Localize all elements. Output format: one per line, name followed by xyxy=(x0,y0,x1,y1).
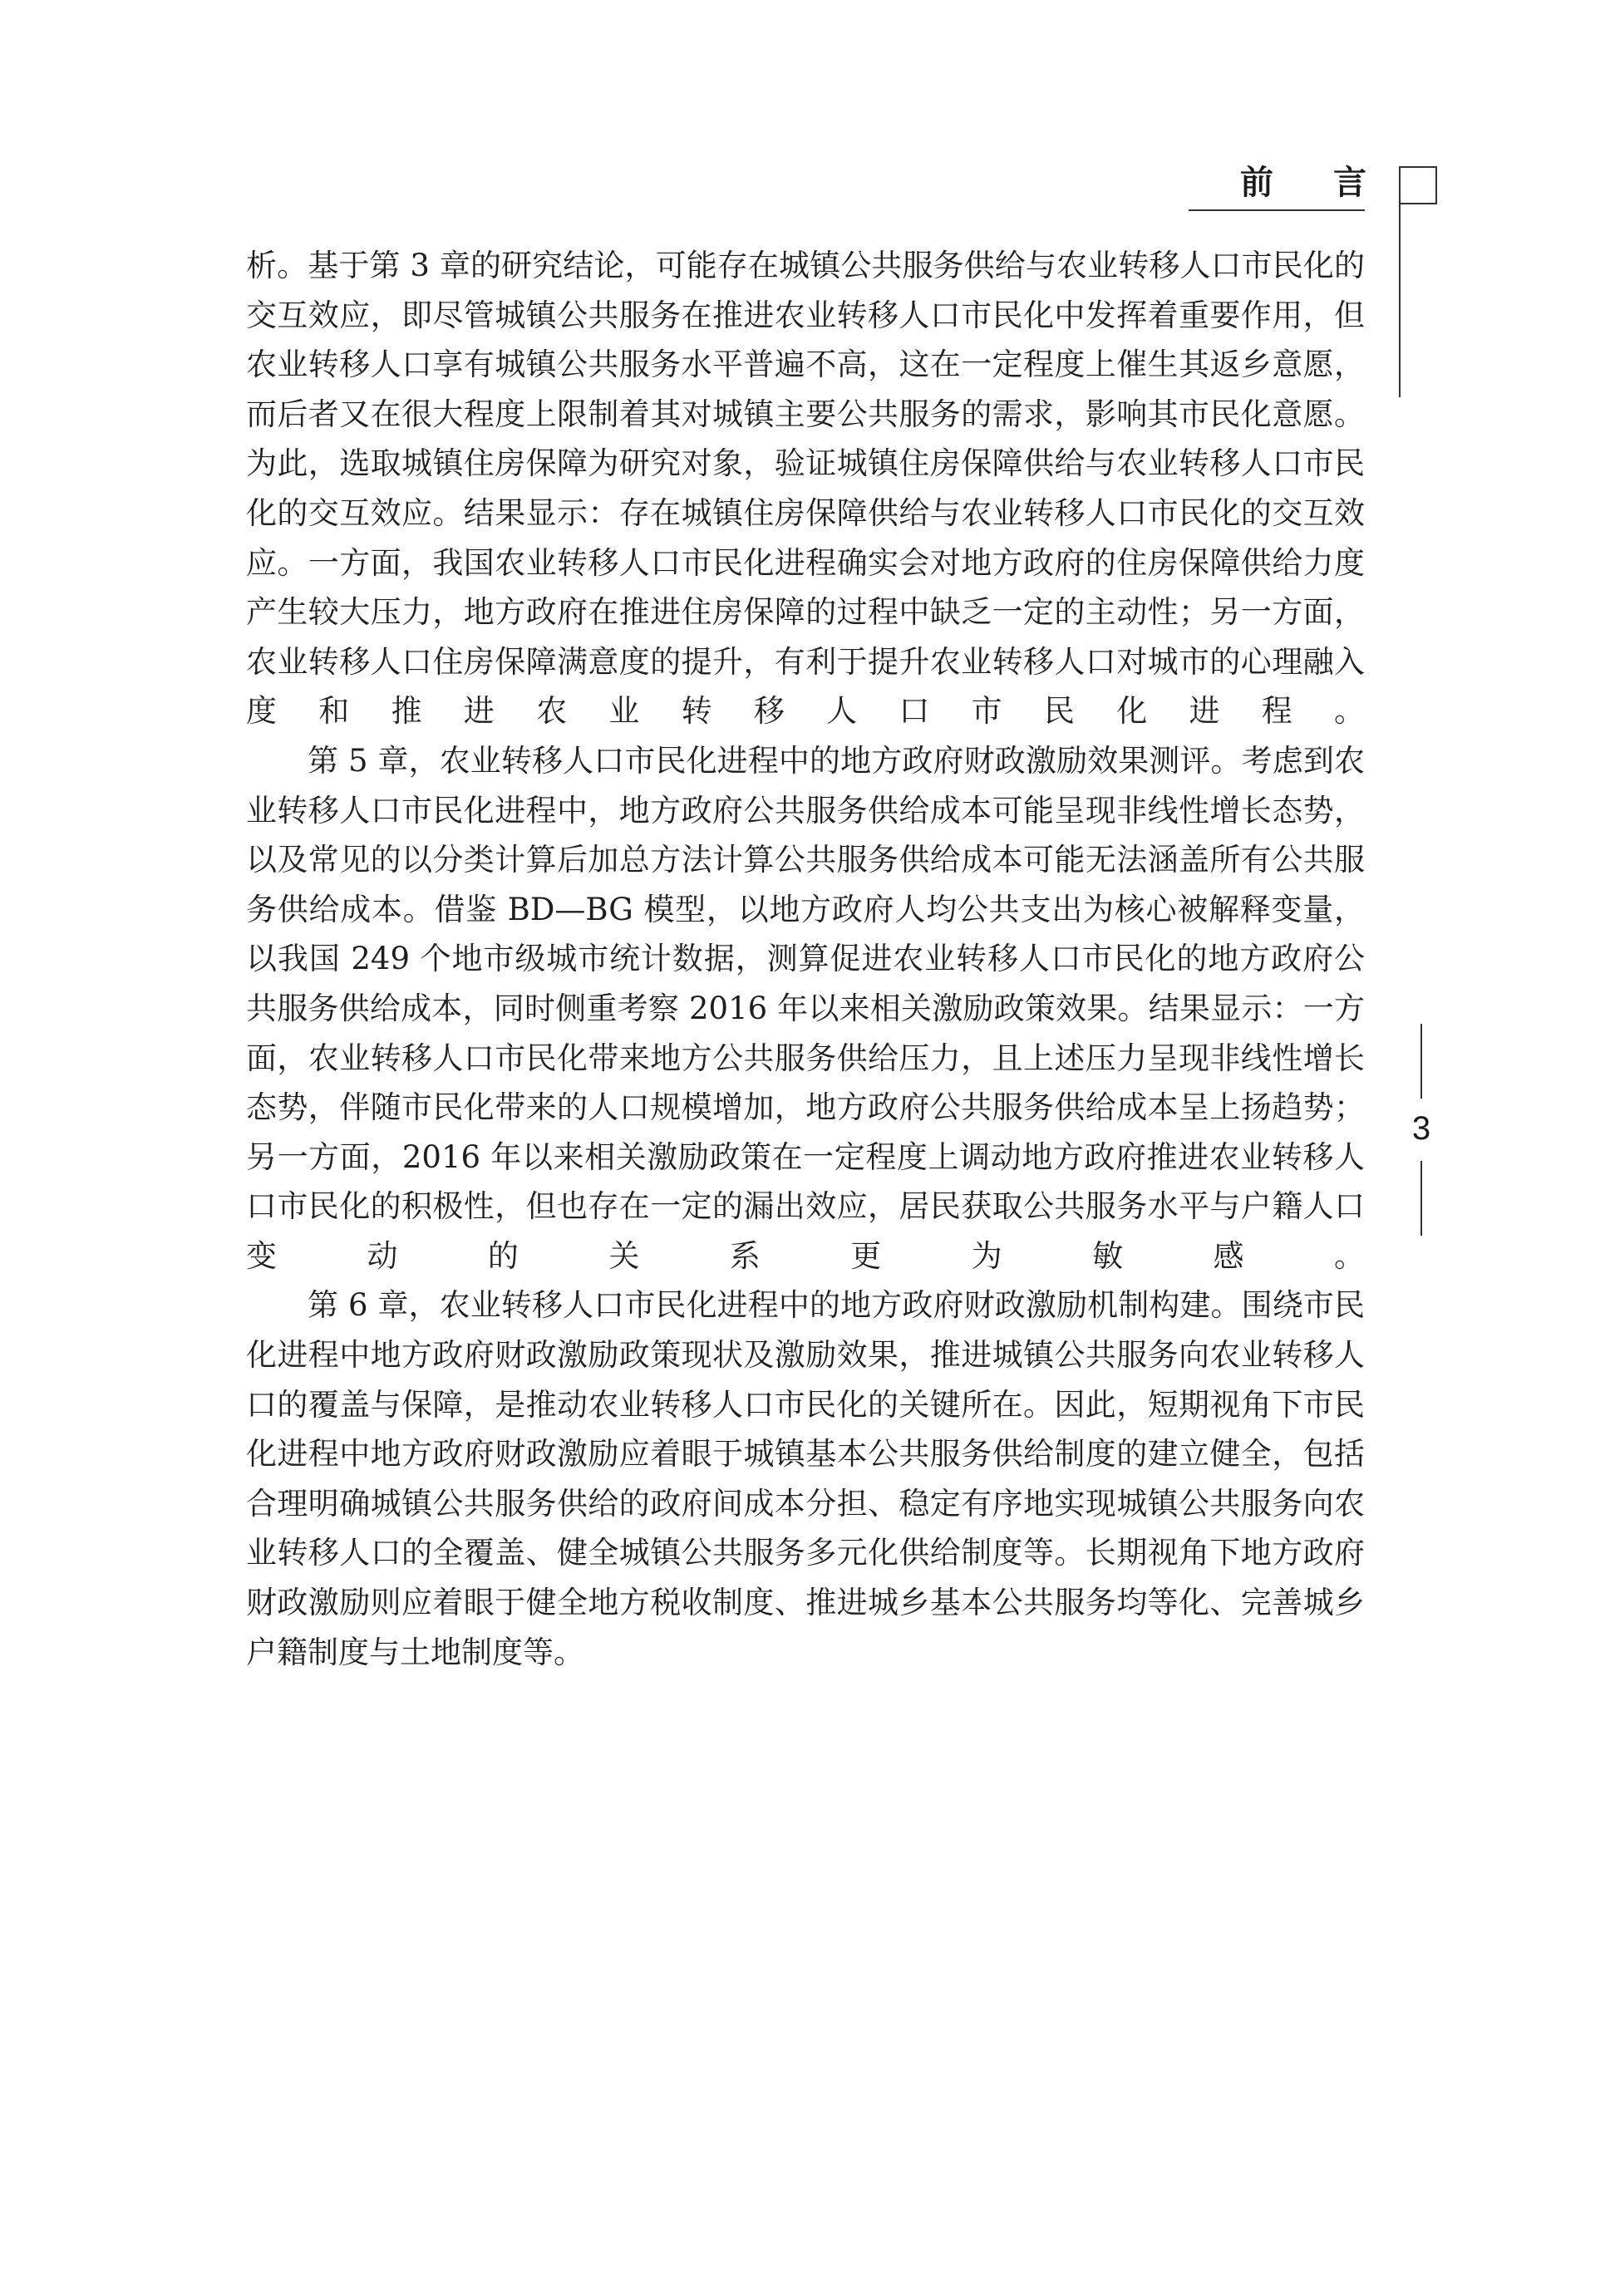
page-number: 3 xyxy=(1411,1110,1431,1147)
header-corner-box xyxy=(1399,166,1437,204)
running-header-title: 前 言 xyxy=(1240,163,1366,202)
paragraph-continued: 析。基于第 3 章的研究结论，可能存在城镇公共服务供给与农业转移人口市民化的交互效应，即尽管城镇公共服务在推进农业转移人口市民化中发挥着重要作用，但农业转移人口享有城镇公共服务水平普遍不高，这在一定程度上催生其返乡意愿，而后者又在很大程度上限制着其对城镇主要公共服务的需求，影响其市民化意愿。为此，选取城镇住房保障为研究对象，验证城镇住房保障供给与农业转移人口市民化的交互效应。结果显示：存在城镇住房保障供给与农业转移人口市民化的交互效应。一方面，我国农业转移人口市民化进程确实会对地方政府的住房保障供给力度产生较大压力，地方政府在推进住房保障的过程中缺乏一定的主动性；另一方面，农业转移人口住房保障满意度的提升，有利于提升农业转移人口对城市的心理融入度和推进农业转移人口市民化进程。 xyxy=(246,248,1365,730)
body-text xyxy=(246,241,1365,1677)
paragraph-chapter-5: 第 5 章，农业转移人口市民化进程中的地方政府财政激励效果测评。考虑到农业转移人口市民化进程中，地方政府公共服务供给成本可能呈现非线性增长态势，以及常见的以分类计算后加总方法计算公共服务供给成本可能无法涵盖所有公共服务供给成本。借鉴 BD—BG 模型，以地方政府人均公共支出为核心被解释变量，以我国 249 个地市级城市统计数据，测算促进农业转移人口市民化的地方政府公共服务供给成本，同时侧重考察 2016 年以来相关激励政策效果。结果显示：一方面，农业转移人口市民化带来地方公共服务供给压力，且上述压力呈现非线性增长态势，伴随市民化带来的人口规模增加，地方政府公共服务供给成本呈上扬趋势；另一方面，2016 年以来相关激励政策在一定程度上调动地方政府推进农业转移人口市民化的积极性，但也存在一定的漏出效应，居民获取公共服务水平与户籍人口变动的关系更为敏感。 xyxy=(246,742,1365,1274)
header-underline xyxy=(1189,209,1365,211)
page-number-rule-bottom xyxy=(1420,1161,1422,1236)
page-number-rule-top xyxy=(1420,1024,1422,1099)
paragraph-chapter-6: 第 6 章，农业转移人口市民化进程中的地方政府财政激励机制构建。围绕市民化进程中地方政府财政激励政策现状及激励效果，推进城镇公共服务向农业转移人口的覆盖与保障，是推动农业转移人口市民化的关键所在。因此，短期视角下市民化进程中地方政府财政激励应着眼于城镇基本公共服务供给制度的建立健全，包括合理明确城镇公共服务供给的政府间成本分担、稳定有序地实现城镇公共服务向农业转移人口的全覆盖、健全城镇公共服务多元化供给制度等。长期视角下地方政府财政激励则应着眼于健全地方税收制度、推进城乡基本公共服务均等化、完善城乡户籍制度与土地制度等。 xyxy=(246,1287,1365,1670)
